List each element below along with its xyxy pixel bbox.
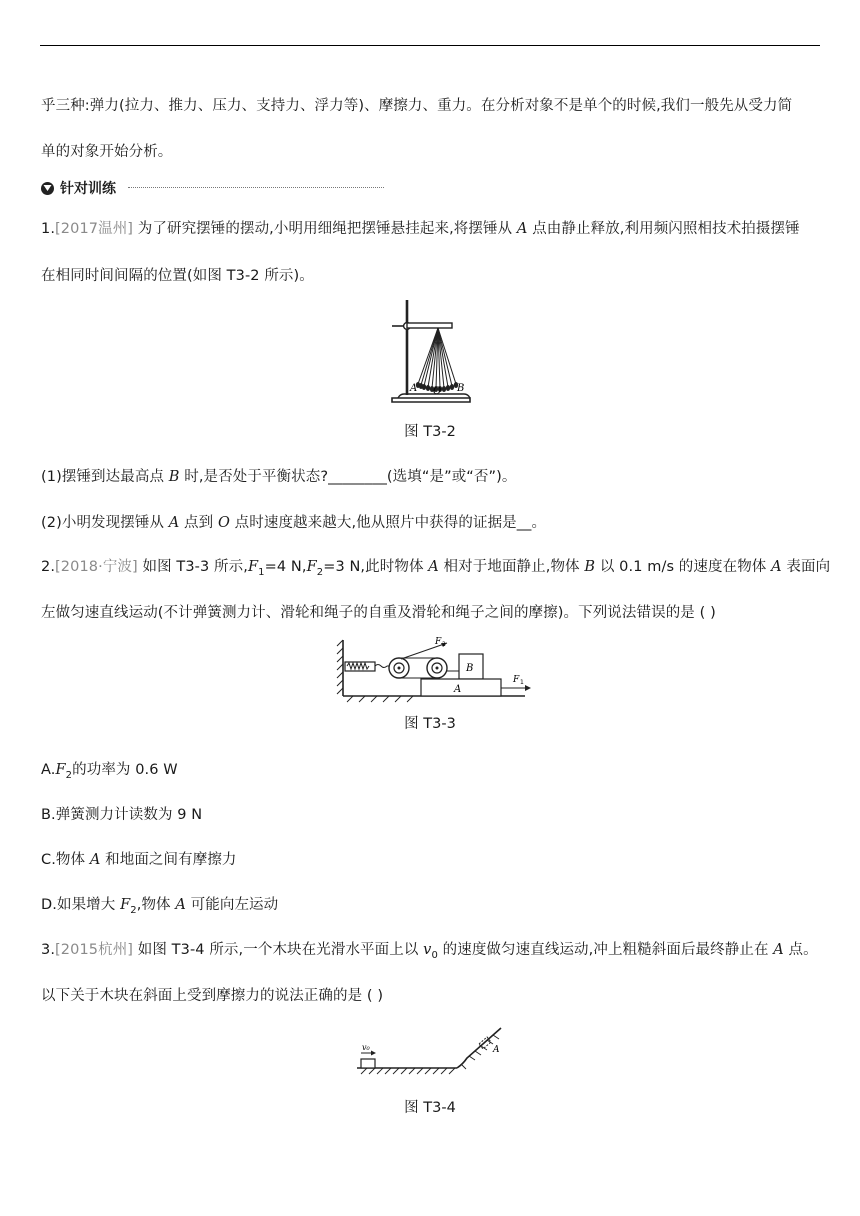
intro-line-1: 乎三种:弹力(拉力、推力、压力、支持力、浮力等)、摩擦力、重力。在分析对象不是单个的时候,我们一般先从受力简 <box>41 98 793 114</box>
q2-optC-b: 和地面之间有摩擦力 <box>100 852 237 868</box>
q2-text-d: 相对于地面静止,物体 <box>438 559 585 575</box>
q3-velocity-symbol: v <box>423 942 432 958</box>
q1-sub-2 <box>41 513 546 533</box>
q2-optA-sub: 2 <box>65 769 73 781</box>
q1-text-a: 为了研究摆锤的摆动,小明用细绳把摆锤悬挂起来,将摆锤从 <box>133 221 517 237</box>
q2-f1-symbol: F <box>247 559 259 575</box>
q3-line-2: 以下关于木块在斜面上受到摩擦力的说法正确的是 ( ) <box>41 988 384 1004</box>
q1-line-1 <box>41 219 800 239</box>
q1-sub2-text-b: 点到 <box>179 515 218 531</box>
q2-f2-symbol: F <box>306 559 317 575</box>
figure-t3-4-caption: 图 T3-4 <box>404 1100 456 1116</box>
fig3-label-f1-sub: 1 <box>520 679 524 686</box>
figure-t3-4-incline <box>355 1024 505 1080</box>
q1-sub1-text-a: (1)摆锤到达最高点 <box>41 469 169 485</box>
q2-text-e: 以 0.1 m/s 的速度在物体 <box>595 559 772 575</box>
q3-line-1 <box>41 940 818 966</box>
q1-point-a: A <box>516 221 528 237</box>
q3-source: [2015杭州] <box>55 942 134 958</box>
q1-text-b: 点由静止释放,利用频闪照相技术拍摄摆锤 <box>527 221 800 237</box>
q1-source: [2017温州] <box>55 221 134 237</box>
q3-text-b: 的速度做匀速直线运动,冲上粗糙斜面后最终静止在 <box>437 942 774 958</box>
q3-number: 3. <box>41 942 56 958</box>
q3-text-a: 如图 T3-4 所示,一个木块在光滑水平面上以 <box>133 942 424 958</box>
q2-object-a: A <box>428 559 439 575</box>
q2-optA-text: 的功率为 0.6 W <box>72 762 178 778</box>
header-rule <box>40 45 820 46</box>
q2-option-b: B.弹簧测力计读数为 9 N <box>41 807 203 823</box>
fig2-label-a: A <box>410 383 418 394</box>
q2-optC-a: C.物体 <box>41 852 90 868</box>
fig3-label-f1: F <box>513 675 520 685</box>
q2-option-c <box>41 850 237 870</box>
intro-line-2: 单的对象开始分析。 <box>41 144 173 160</box>
q2-number: 2. <box>41 559 56 575</box>
figure-t3-2-caption: 图 T3-2 <box>404 424 456 440</box>
fig2-label-o: O <box>433 386 442 397</box>
q1-sub2-point-a: A <box>168 515 180 531</box>
q3-velocity-sub: 0 <box>431 949 438 961</box>
section-header <box>41 178 116 198</box>
q2-optD-b: ,物体 <box>136 897 176 913</box>
section-divider <box>128 187 384 188</box>
q2-optD-c: 可能向左运动 <box>185 897 279 913</box>
q2-object-a-2: A <box>771 559 782 575</box>
q3-text-c: 点。 <box>783 942 818 958</box>
q2-option-d <box>41 895 278 921</box>
q2-optD-a: D.如果增大 <box>41 897 121 913</box>
fig4-label-a: A <box>493 1045 500 1055</box>
q2-source: [2018·宁波] <box>55 559 138 575</box>
q3-point-a: A <box>773 942 784 958</box>
q2-optD-object: A <box>175 897 186 913</box>
q2-line-2: 左做匀速直线运动(不计弹簧测力计、滑轮和绳子的自重及滑轮和绳子之间的摩擦)。下列说法错误的是 ( ) <box>41 605 716 621</box>
q1-sub1-point-b: B <box>168 469 180 485</box>
fig3-label-f2: F <box>435 637 442 647</box>
q2-optD-sub: 2 <box>130 904 137 916</box>
fig3-label-f2-sub: 2 <box>442 641 446 648</box>
fig4-label-v0: v₀ <box>362 1043 370 1052</box>
q2-optA-label: A. <box>41 762 56 778</box>
figure-t3-3-pulleys <box>335 634 535 704</box>
q1-number: 1. <box>41 221 56 237</box>
fig2-label-b: B <box>457 383 465 394</box>
q2-text-b: =4 N, <box>264 559 307 575</box>
section-title: 针对训练 <box>60 181 116 197</box>
q2-line-1 <box>41 557 830 583</box>
figure-t3-3-caption: 图 T3-3 <box>404 716 456 732</box>
q2-f1-subscript: 1 <box>258 566 265 578</box>
q2-optC-object: A <box>89 852 101 868</box>
q2-text-c: =3 N,此时物体 <box>323 559 429 575</box>
q1-sub-1 <box>41 467 517 487</box>
q2-optA-f: F <box>55 762 66 778</box>
q2-f2-subscript: 2 <box>316 566 324 578</box>
q2-object-b: B <box>584 559 596 575</box>
q1-sub2-text-c: 点时速度越来越大,他从照片中获得的证据是__。 <box>229 515 547 531</box>
q2-optD-f: F <box>120 897 131 913</box>
fig3-label-a: A <box>454 684 462 695</box>
down-triangle-icon <box>41 182 54 195</box>
q1-sub1-text-b: 时,是否处于平衡状态?________(选填“是”或“否”)。 <box>179 469 517 485</box>
fig3-label-b: B <box>466 663 474 674</box>
q1-line-2: 在相同时间间隔的位置(如图 T3-2 所示)。 <box>41 268 314 284</box>
q1-sub2-point-o: O <box>217 515 230 531</box>
q2-option-a <box>41 760 178 786</box>
q2-text-f: 表面向 <box>781 559 831 575</box>
q1-sub2-text-a: (2)小明发现摆锤从 <box>41 515 169 531</box>
figure-t3-2-pendulum <box>390 298 480 408</box>
q2-text-a: 如图 T3-3 所示, <box>137 559 248 575</box>
